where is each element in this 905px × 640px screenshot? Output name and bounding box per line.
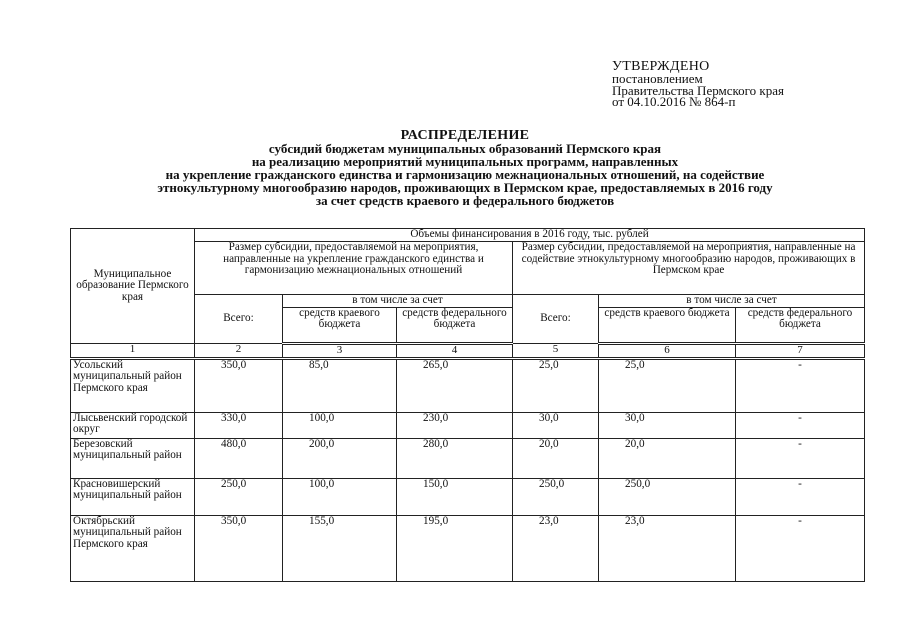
municipality-name: Октябрьский муниципальный район Пермского края: [71, 515, 195, 581]
column-number-row: [71, 343, 865, 358]
cell-federal-2: -: [736, 412, 865, 438]
column-number: 5: [513, 343, 599, 358]
column-number: 6: [599, 343, 736, 358]
cell-federal-1: 265,0: [397, 358, 513, 412]
cell-regional-1: 200,0: [283, 438, 397, 478]
cell-regional-2: 250,0: [599, 478, 736, 515]
column-number: 4: [397, 343, 513, 358]
title-line: субсидий бюджетам муниципальных образований Пермского края: [268, 141, 662, 156]
table-row: [71, 515, 865, 581]
document-title: [60, 129, 870, 207]
approval-stamp: [612, 60, 902, 108]
cell-federal-2: -: [736, 478, 865, 515]
title-main: РАСПРЕДЕЛЕНИЕ: [400, 128, 530, 143]
column-number: 1: [71, 343, 195, 358]
approval-line: Правительства Пермского края: [612, 82, 784, 98]
cell-total-1: 350,0: [195, 358, 283, 412]
cell-regional-2: 20,0: [599, 438, 736, 478]
column-number: 3: [283, 343, 397, 358]
header-group-2: Размер субсидии, предоставляемой на мероприятия, направленные на содействие этнокультурному многообразию народов, проживающих в Пермском крае: [513, 242, 865, 295]
column-number: 7: [736, 343, 865, 358]
approval-line: постановлением: [612, 71, 703, 86]
cell-total-2: 23,0: [513, 515, 599, 581]
cell-regional-1: 85,0: [283, 358, 397, 412]
cell-federal-1: 150,0: [397, 478, 513, 515]
cell-federal-2: -: [736, 438, 865, 478]
header-municipality: Муниципальное образование Пермского края: [71, 229, 195, 344]
table-row: [71, 358, 865, 412]
cell-regional-2: 25,0: [599, 358, 736, 412]
header-federal-2: средств федерального бюджета: [736, 307, 865, 343]
cell-regional-2: 23,0: [599, 515, 736, 581]
cell-regional-1: 100,0: [283, 412, 397, 438]
subsidy-table: [70, 228, 865, 582]
cell-total-1: 480,0: [195, 438, 283, 478]
cell-regional-1: 100,0: [283, 478, 397, 515]
header-including-1: в том числе за счет: [283, 295, 513, 308]
header-including-2: в том числе за счет: [599, 295, 865, 308]
header-regional-1: средств краевого бюджета: [283, 307, 397, 343]
column-number: 2: [195, 343, 283, 358]
header-total-1: Всего:: [195, 295, 283, 344]
title-line: этнокультурному многообразию народов, проживающих в Пермском крае, предоставляемых в 2016 году: [157, 180, 773, 195]
cell-total-1: 330,0: [195, 412, 283, 438]
header-federal-1: средств федерального бюджета: [397, 307, 513, 343]
cell-federal-2: -: [736, 358, 865, 412]
municipality-name: Березовский муниципальный район: [71, 438, 195, 478]
header-funding: Объемы финансирования в 2016 году, тыс. рублей: [195, 229, 865, 242]
cell-federal-1: 280,0: [397, 438, 513, 478]
title-line: на реализацию мероприятий муниципальных программ, направленных: [251, 154, 679, 169]
header-total-2: Всего:: [513, 295, 599, 344]
cell-federal-2: -: [736, 515, 865, 581]
table-row: [71, 412, 865, 438]
cell-total-1: 350,0: [195, 515, 283, 581]
title-line: за счет средств краевого и федерального бюджетов: [315, 193, 615, 208]
municipality-name: Лысьвенский городской округ: [71, 412, 195, 438]
title-line: на укрепление гражданского единства и гармонизацию межнациональных отношений, на содействие: [165, 167, 765, 182]
municipality-name: Усольский муниципальный район Пермского края: [71, 358, 195, 412]
cell-total-2: 20,0: [513, 438, 599, 478]
cell-total-2: 30,0: [513, 412, 599, 438]
cell-total-2: 250,0: [513, 478, 599, 515]
table-row: [71, 438, 865, 478]
cell-total-2: 25,0: [513, 358, 599, 412]
approval-line: от 04.10.2016 № 864-п: [612, 94, 736, 109]
approval-title: УТВЕРЖДЕНО: [612, 59, 710, 74]
cell-total-1: 250,0: [195, 478, 283, 515]
header-regional-2: средств краевого бюджета: [599, 307, 736, 343]
cell-federal-1: 230,0: [397, 412, 513, 438]
cell-federal-1: 195,0: [397, 515, 513, 581]
cell-regional-1: 155,0: [283, 515, 397, 581]
cell-regional-2: 30,0: [599, 412, 736, 438]
table-row: [71, 478, 865, 515]
municipality-name: Красновишерский муниципальный район: [71, 478, 195, 515]
header-group-1: Размер субсидии, предоставляемой на мероприятия, направленные на укрепление гражданского единства и гармонизацию межнациональных отношений: [195, 242, 513, 295]
